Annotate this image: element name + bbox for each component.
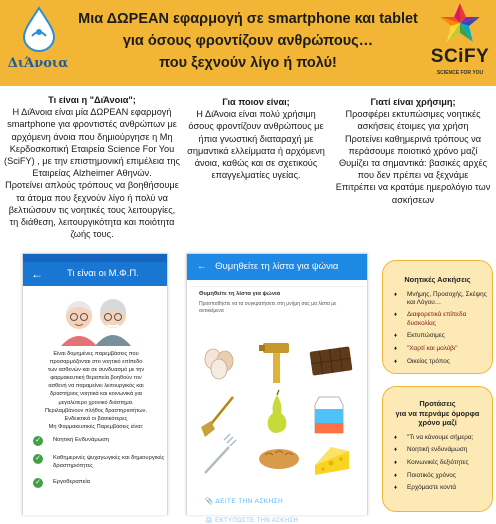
box-title-line: χρόνο μαζί <box>418 418 457 427</box>
pear-icon <box>268 390 287 433</box>
chocolate-icon <box>310 346 353 375</box>
box-title-line: για να περνάμε όμορφα <box>395 408 480 418</box>
app-bar-title: Θυμηθείτε τη λίστα για ψώνια <box>215 261 339 272</box>
app-bar <box>187 254 367 280</box>
list-item[interactable] <box>33 436 165 446</box>
box-list-item: ♦ Ποιοτικός χρόνος <box>394 472 492 480</box>
back-arrow-icon[interactable]: ← <box>31 267 43 281</box>
check-icon: ✓ <box>33 454 43 464</box>
box-list-item: ♦ Νοητική ενδυνάμωση <box>394 446 492 454</box>
app-bar-title: Τι είναι οι Μ.Φ.Π. <box>67 268 139 279</box>
box-title <box>383 399 492 428</box>
text-line: των ασθενών και σε συνδυασμό με την <box>47 367 145 374</box>
eggs-icon <box>205 349 233 379</box>
section-line: Προτείνει καθημερινά τρόπους να περάσουμε ποιοτικό χρόνο μαζί <box>344 133 482 156</box>
title-line: Μια ΔΩΡΕΑΝ εφαρμογή σε smartphone και tablet <box>78 11 418 27</box>
box-title-line: Προτάσεις <box>419 399 456 408</box>
phone-screenshot-shopping-list <box>186 253 368 524</box>
header-banner <box>0 0 496 86</box>
section-line: Επιτρέπει να κρατάμε ημερολόγιο των ασκήσεων <box>335 182 491 205</box>
box-list <box>383 291 492 367</box>
text-line: ασθενή να παραμείνει λειτουργικός και <box>48 383 144 390</box>
check-icon: ✓ <box>33 478 43 488</box>
cheese-icon <box>315 447 349 475</box>
back-arrow-icon[interactable]: ← <box>197 261 207 272</box>
check-icon: ✓ <box>33 436 43 446</box>
view-exercise-label: ΔΕΙΤΕ ΤΗΝ ΑΣΚΗΣΗ <box>215 498 284 505</box>
list-item-label: Καθημερινές ψυχαγωγικές και δημιουργικές δραστηριότητες <box>53 455 165 469</box>
section-line: Θυμίζει τα σημαντικά: βασικές αρχές που δεν πρέπει να ξεχνάμε <box>338 158 488 181</box>
scify-logo <box>427 2 493 84</box>
app-bar <box>23 262 167 286</box>
text-line: μεγαλύτερο χρονικό διάστημα. <box>58 399 134 406</box>
status-bar <box>23 254 167 262</box>
dianoia-logo <box>6 4 70 80</box>
water-drop-icon <box>20 6 58 52</box>
paperclip-icon: 📎 <box>205 498 214 505</box>
view-exercise-link[interactable] <box>205 497 283 505</box>
quality-time-box <box>382 386 493 512</box>
text-line: Μη Φαρμακευτικές Παρεμβάσεις είναι: <box>48 423 144 430</box>
section-heading: Γιατί είναι χρήσιμη; <box>370 97 456 107</box>
list-item-label: Εργοθεραπεία <box>53 479 90 485</box>
exercise-description: Προσπαθήστε να τα συγκρατήσετε στη μνήμη σας μα λίστα με αντικείμενα <box>199 301 337 314</box>
box-list <box>383 434 492 493</box>
list-item[interactable] <box>33 478 165 488</box>
why-useful-section <box>332 96 494 206</box>
text-line: δραστήριος νοητικά και κοινωνικά για <box>50 391 142 398</box>
print-exercise-link[interactable] <box>205 517 298 524</box>
scify-star-icon <box>439 2 481 44</box>
box-list-item: ♦ "Τι να κάνουμε σήμερα; <box>394 434 492 442</box>
section-paragraph: Η ΔιΆνοια είναι μία ΔΩΡΕΑΝ εφαρμογή smartphone για φροντιστές ανθρώπων με αρχόμενη άνοια που δημιούργησε η Μη Κερδοσκοπική Εταιρεία Science For You (SciFY) , με την επιστημονική επιμέλεια της Εταιρείας Alzheimer Αθηνών. <box>4 107 180 179</box>
box-list-item: ♦ Μνήμης, Προσοχής, Σκέψης και Λόγου… <box>394 291 492 308</box>
exercise-card <box>191 286 365 524</box>
list-item[interactable] <box>33 454 165 470</box>
brand-tagline: SCIENCE FOR YOU <box>436 70 484 76</box>
bread-icon <box>259 449 299 469</box>
print-exercise-label: ΕΚΤΥΠΩΣΤΕ ΤΗΝ ΑΣΚΗΣΗ <box>215 518 299 524</box>
section-line: Προσφέρει εκτυπώσιμες νοητικές ασκήσεις έτοιμες για χρήση <box>345 109 481 132</box>
exercise-title: Θυμηθείτε τη λίστα για ψώνια <box>199 291 281 297</box>
box-list-item: ♦ Διαφορετικά επίπεδα δυσκολίας <box>394 311 492 328</box>
hammer-icon <box>259 343 289 383</box>
brand-name: SCiFY <box>430 46 490 67</box>
box-list-item: ♦ Κοινωνικές δεξιότητες <box>394 459 492 467</box>
box-title: Νοητικές Ασκήσεις <box>404 275 471 284</box>
objects-grid <box>199 335 359 475</box>
logo-text: ΔιΆνοια <box>7 56 69 71</box>
elderly-couple-illustration <box>51 298 141 346</box>
mfp-list <box>33 436 165 496</box>
text-line: Ενδεικτικά οι βασικότερες <box>64 415 128 422</box>
section-paragraph: Η ΔιΆνοια είναι πολύ χρήσιμη όσους φροντίζουν ανθρώπους με ήπια γνωστική διαταραχή με σημαντικά ελλείμματα ή αρχόμενη άνοια, καθώς και σε σχετικούς επαγγελματίες υγείας. <box>187 109 325 181</box>
mfp-description <box>27 350 165 431</box>
broom-icon <box>201 397 233 437</box>
list-item-label: Νοητική Ενδυνάμωση <box>53 437 110 443</box>
section-heading: Για ποιον είναι; <box>222 97 290 107</box>
section-paragraph: Προτείνει απλούς τρόπους να βοηθήσουμε τα άτομα που ξεχνούν λίγο ή πολύ να βελτιώσουν τις νοητικές τους λειτουργίες, τη διάθεση, λειτουργικότητα και ποιότητα ζωής τους. <box>5 180 179 240</box>
text-line: Περιλαμβάνουν πλήθος δραστηριοτήτων. <box>44 407 148 414</box>
box-list-item: ♦ Ερχόμαστε κοντά <box>394 484 492 492</box>
box-list-item: ♦ Εκτυπώσιμες <box>394 332 492 340</box>
mental-exercises-box <box>382 260 493 374</box>
text-line: Είναι δομημένες παρεμβάσεις που <box>53 351 139 357</box>
text-line: φαρμακευτική θεραπεία βοηθούν τον <box>50 375 142 382</box>
milk-carton-icon <box>315 397 343 433</box>
box-list-item: ♦ "Χαρτί και μολύβι" <box>394 345 492 353</box>
for-whom-section <box>184 96 328 181</box>
section-heading: Τι είναι η "ΔιΆνοια"; <box>48 95 136 105</box>
title-line: για όσους φροντίζουν ανθρώπους… <box>122 33 374 49</box>
title-line: που ξεχνούν λίγο ή πολύ! <box>159 55 337 71</box>
box-list-item: ♦ Οικείος τρόπος <box>394 358 492 366</box>
phone-screenshot-mfp <box>22 253 168 515</box>
page-title <box>74 8 422 74</box>
text-line: προσαρμόζονται στο νοητικό επίπεδο <box>49 359 143 366</box>
fork-icon <box>205 434 236 473</box>
what-is-section <box>4 94 180 240</box>
print-icon: 🖨 <box>205 518 214 524</box>
